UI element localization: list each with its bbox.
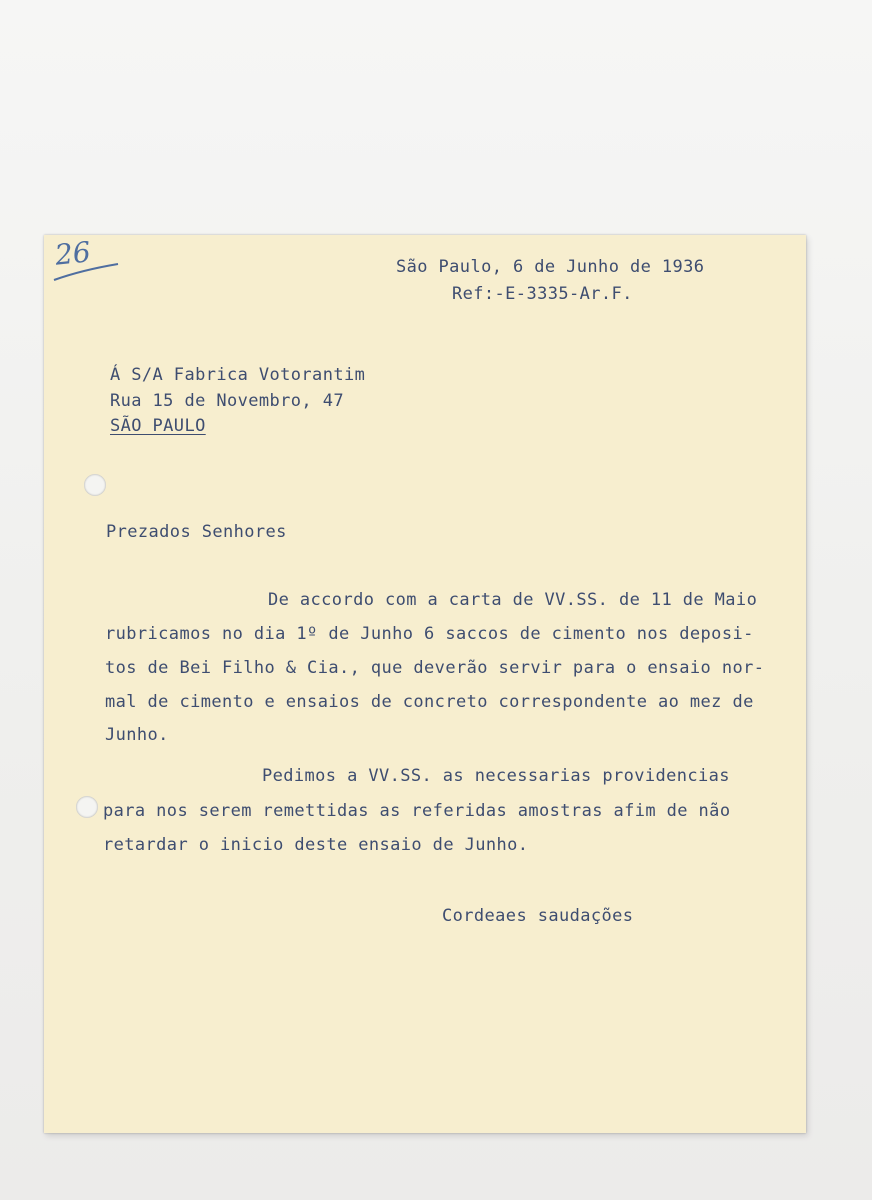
salutation: Prezados Senhores (106, 522, 287, 542)
handwritten-page-number: 26 (53, 235, 93, 272)
recipient-name: Á S/A Fabrica Votorantim (110, 365, 366, 385)
reference-number: Ref:-E-3335-Ar.F. (452, 284, 633, 304)
recipient-address: Rua 15 de Novembro, 47 (110, 391, 344, 411)
paragraph2-line: Pedimos a VV.SS. as necessarias providencias (262, 766, 730, 786)
paragraph1-line: Junho. (105, 725, 169, 745)
paragraph1-line: rubricamos no dia 1º de Junho 6 saccos de cimento nos deposi- (105, 624, 754, 644)
closing: Cordeaes saudações (442, 906, 634, 926)
paragraph1-line: mal de cimento e ensaios de concreto correspondente ao mez de (105, 692, 754, 712)
paragraph2-line: para nos serem remettidas as referidas amostras afim de não (103, 801, 731, 821)
recipient-city: SÃO PAULO (110, 416, 206, 436)
paragraph1-line: De accordo com a carta de VV.SS. de 11 de Maio (268, 590, 758, 610)
handwritten-stroke (52, 256, 122, 286)
punch-hole-top (84, 474, 106, 496)
place-date: São Paulo, 6 de Junho de 1936 (396, 257, 705, 277)
paragraph2-line: retardar o inicio deste ensaio de Junho. (103, 835, 529, 855)
punch-hole-bottom (76, 796, 98, 818)
paragraph1-line: tos de Bei Filho & Cia., que deverão servir para o ensaio nor- (105, 658, 765, 678)
